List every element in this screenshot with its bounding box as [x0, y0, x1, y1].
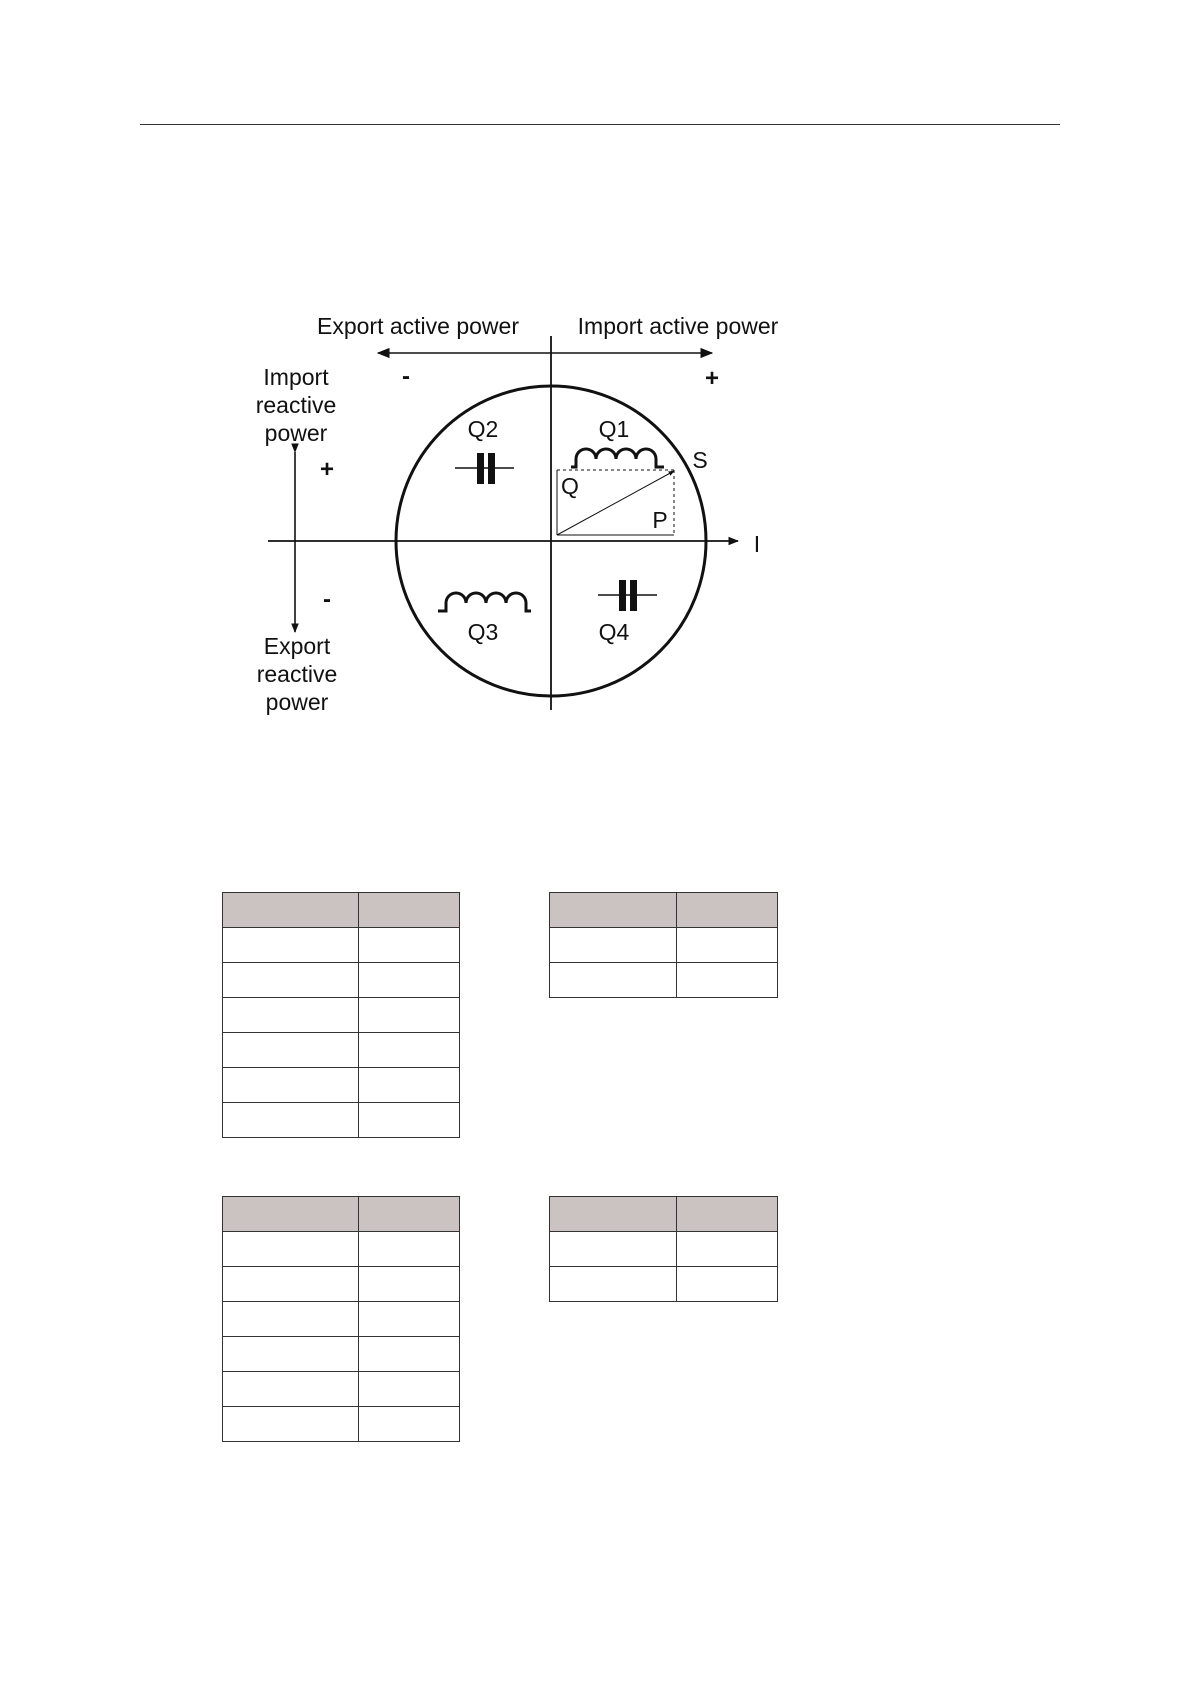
table-header-cell — [550, 893, 677, 928]
table-cell — [677, 1267, 778, 1302]
table-header-row — [550, 1197, 778, 1232]
table-cell — [359, 963, 460, 998]
table-header-cell — [677, 1197, 778, 1232]
table-row — [550, 963, 778, 998]
table-row — [223, 998, 460, 1033]
table-cell — [223, 998, 359, 1033]
quadrant-q1-label: Q1 — [598, 416, 630, 442]
active-minus-sign: - — [402, 363, 410, 390]
quadrant-q2-label: Q2 — [467, 416, 499, 442]
capacitor-icon — [455, 453, 514, 484]
reactive-plus-sign: + — [319, 456, 335, 483]
power-quadrant-diagram — [0, 0, 1190, 760]
table-row — [223, 928, 460, 963]
table-row — [223, 963, 460, 998]
import-reactive-label-line1: Import — [263, 364, 329, 390]
table-header-cell — [550, 1197, 677, 1232]
data-table-3 — [222, 1196, 460, 1442]
table-header-row — [223, 1197, 460, 1232]
inductor-icon — [438, 593, 531, 611]
table-cell — [359, 1372, 460, 1407]
table-cell — [677, 1232, 778, 1267]
table-row — [223, 1302, 460, 1337]
import-active-power-label: Import active power — [577, 313, 779, 339]
table-cell — [359, 1068, 460, 1103]
data-table-4 — [549, 1196, 778, 1302]
table-row — [223, 1033, 460, 1068]
table-row — [550, 928, 778, 963]
table-cell — [223, 1372, 359, 1407]
table-cell — [359, 1302, 460, 1337]
table-cell — [550, 963, 677, 998]
import-reactive-label-line2: reactive — [255, 392, 337, 418]
export-active-power-label: Export active power — [317, 313, 519, 339]
data-table-1 — [222, 892, 460, 1138]
table-cell — [223, 1232, 359, 1267]
table-row — [223, 1103, 460, 1138]
quadrant-q4-label: Q4 — [598, 619, 630, 645]
active-power-label: P — [652, 507, 668, 533]
table-header-row — [550, 893, 778, 928]
table-cell — [359, 1033, 460, 1068]
table-cell — [359, 1337, 460, 1372]
reactive-minus-sign: - — [323, 586, 331, 613]
table-cell — [223, 928, 359, 963]
table-header-cell — [223, 893, 359, 928]
table-cell — [223, 963, 359, 998]
current-axis-label: I — [753, 531, 761, 557]
export-reactive-label-line3: power — [265, 689, 329, 715]
table-cell — [223, 1267, 359, 1302]
table-cell — [223, 1337, 359, 1372]
table-row — [223, 1407, 460, 1442]
table-row — [223, 1267, 460, 1302]
table-cell — [359, 998, 460, 1033]
table-row — [223, 1232, 460, 1267]
table-row — [223, 1337, 460, 1372]
table-cell — [359, 1103, 460, 1138]
table-cell — [223, 1068, 359, 1103]
table-row — [223, 1372, 460, 1407]
table-cell — [677, 963, 778, 998]
active-plus-sign: + — [704, 365, 720, 392]
table-cell — [223, 1407, 359, 1442]
table-header-cell — [359, 1197, 460, 1232]
table-cell — [359, 928, 460, 963]
quadrant-q3-label: Q3 — [467, 619, 499, 645]
table-row — [223, 1068, 460, 1103]
table-cell — [359, 1232, 460, 1267]
export-reactive-label-line2: reactive — [256, 661, 338, 687]
table-cell — [223, 1103, 359, 1138]
table-cell — [550, 1267, 677, 1302]
reactive-power-label: Q — [561, 473, 579, 499]
table-cell — [550, 1232, 677, 1267]
apparent-power-label: S — [692, 447, 708, 473]
table-header-row — [223, 893, 460, 928]
table-header-cell — [223, 1197, 359, 1232]
table-cell — [359, 1267, 460, 1302]
export-reactive-label-line1: Export — [263, 633, 331, 659]
table-cell — [550, 928, 677, 963]
inductor-icon — [571, 449, 664, 467]
import-reactive-label-line3: power — [264, 420, 328, 446]
table-header-cell — [677, 893, 778, 928]
table-cell — [677, 928, 778, 963]
table-cell — [223, 1302, 359, 1337]
table-header-cell — [359, 893, 460, 928]
table-row — [550, 1232, 778, 1267]
capacitor-icon — [598, 580, 657, 611]
table-cell — [223, 1033, 359, 1068]
table-cell — [359, 1407, 460, 1442]
data-table-2 — [549, 892, 778, 998]
table-row — [550, 1267, 778, 1302]
